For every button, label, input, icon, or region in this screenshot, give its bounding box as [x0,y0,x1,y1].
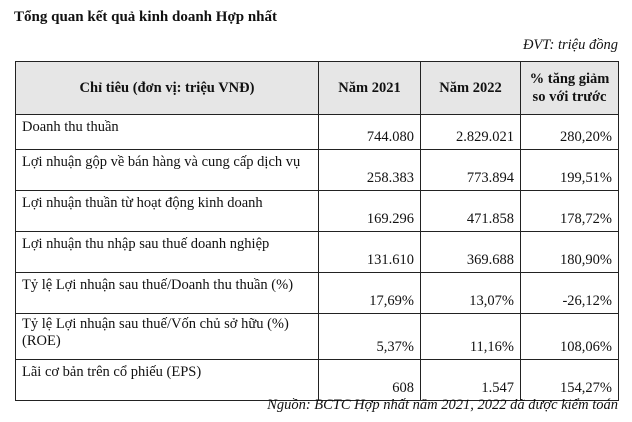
value-change: 180,90% [521,232,619,273]
value-change: 154,27% [521,360,619,401]
value-2022: 2.829.021 [421,115,521,150]
value-change: 178,72% [521,191,619,232]
value-2022: 1.547 [421,360,521,401]
value-2022: 773.894 [421,150,521,191]
row-label: Doanh thu thuần [16,115,319,150]
value-2022: 471.858 [421,191,521,232]
header-change-line-1: % tăng giảm [529,71,610,87]
header-change-line-2: so với trước [532,89,607,105]
value-2021: 5,37% [319,314,421,360]
value-change: 199,51% [521,150,619,191]
table-row [16,273,619,314]
table-row [16,360,619,401]
row-label: Lợi nhuận thuần từ hoạt động kinh doanh [16,191,319,232]
table-row [16,314,619,360]
value-2022: 11,16% [421,314,521,360]
value-2022: 13,07% [421,273,521,314]
value-2021: 17,69% [319,273,421,314]
value-change: -26,12% [521,273,619,314]
results-table [15,61,619,401]
value-2021: 131.610 [319,232,421,273]
row-label: Lợi nhuận gộp về bán hàng và cung cấp dịch vụ [16,150,319,191]
value-2021: 169.296 [319,191,421,232]
value-2021: 608 [319,360,421,401]
source-note: Nguồn: BCTC Hợp nhất năm 2021, 2022 đã được kiểm toán [267,397,618,413]
value-2021: 744.080 [319,115,421,150]
value-2022: 369.688 [421,232,521,273]
row-label: Tỷ lệ Lợi nhuận sau thuế/Doanh thu thuần (%) [16,273,319,314]
unit-note: ĐVT: triệu đồng [522,37,618,53]
header-year-2022: Năm 2022 [421,62,521,115]
row-label: Lãi cơ bản trên cổ phiếu (EPS) [16,360,319,401]
table-row [16,191,619,232]
row-label: Tỷ lệ Lợi nhuận sau thuế/Vốn chủ sở hữu (%) (ROE) [16,314,319,360]
table-row [16,232,619,273]
value-change: 280,20% [521,115,619,150]
header-indicator: Chỉ tiêu (đơn vị: triệu VNĐ) [16,62,319,115]
header-year-2021: Năm 2021 [319,62,421,115]
table-row [16,115,619,150]
value-2021: 258.383 [319,150,421,191]
header-change-pct [521,62,619,115]
table-row [16,150,619,191]
document-title: Tổng quan kết quả kinh doanh Hợp nhất [14,9,278,25]
value-change: 108,06% [521,314,619,360]
table-header-row [16,62,619,115]
row-label: Lợi nhuận thu nhập sau thuế doanh nghiệp [16,232,319,273]
